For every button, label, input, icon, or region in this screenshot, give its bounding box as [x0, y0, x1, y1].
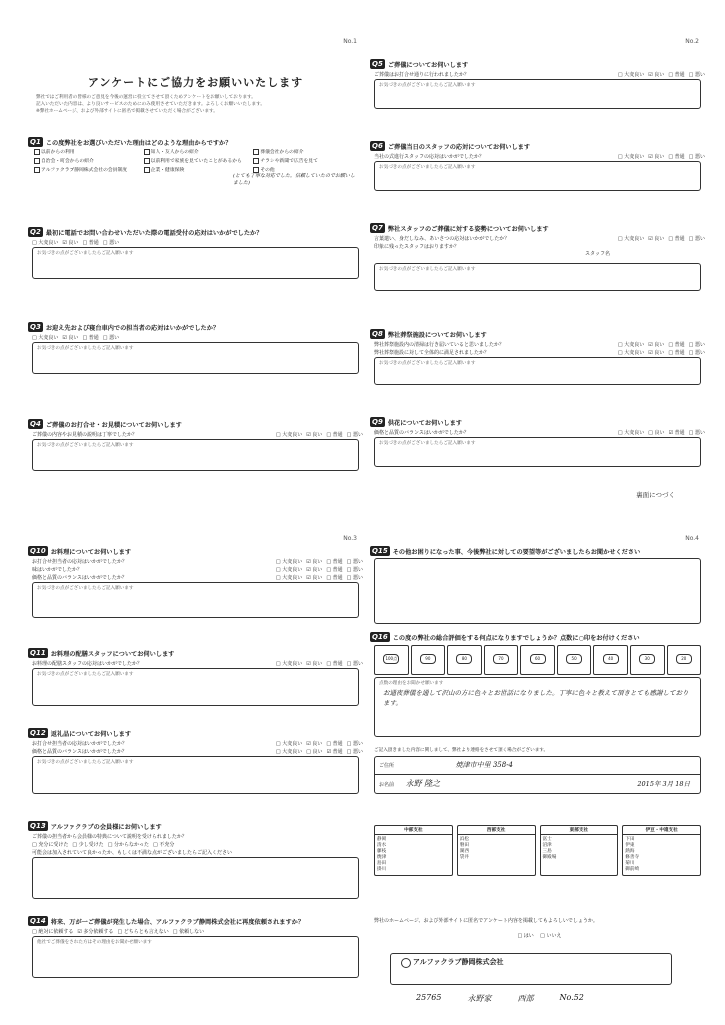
question-6: Q6 ご葬儀当日のスタッフの応対についてお伺いします 当社の式進行スタッフの応対はいかがでしたか？ □ 大変良い ☑ 良い □ 普通 □ 悪い お気づきの点がございましたらご記入願います	[370, 140, 705, 191]
q16-handwritten-comment: お通夜葬儀を通して沢山の方に色々とお世話になりました。丁寧に色々と教えて頂きとても感謝しております。	[383, 689, 689, 707]
page-number: No.1	[343, 38, 357, 45]
question-14: Q14 将来、万が一ご葬儀が発生した場合、アルファクラブ静岡株式会社に再度依頼されますか？ □ 絶対に依頼する ☑ 多分依頼する □ どちらとも言えない □ 依頼しない 他社でご葬儀をされた方はその理由をお聞かせ願います	[28, 915, 363, 978]
branch-section: 中部支社 静岡 清水 藤枝 焼津 島田 掛川 西部支社 浜松 磐田 湖西 袋井 東部支社 富士 沼津 三島 御殿場 伊豆・中遠支社 下田 伊東 熱海 修善寺 菊川 御前崎	[370, 825, 705, 876]
question-10: Q10 お料理についてお伺いします お打合せ担当者の応対はいかがでしたか？ □ 大変良い ☑ 良い □ 普通 □ 悪い 味はいかがでしたか？ □ 大変良い ☑ 良い □ 普通 □ 悪い 価格と品質のバランスはいかがでしたか？ □ 大変良い ☑ 良い □ 普通 □ 悪い お気づきの点がございましたらご記入願います	[28, 545, 363, 618]
q16-comment-box[interactable]: 点数の理由をお聞かせ願います お通夜葬儀を通して沢山の方に色々とお世話になりました。丁寧に色々と教えて頂きとても感謝しております。	[374, 677, 701, 737]
question-4: Q4 ご葬儀のお打合せ・お見積についてお伺いします ご葬儀の内容やお見積の説明は丁寧でしたか？ □ 大変良い ☑ 良い □ 普通 □ 悪い お気づきの点がございましたらご記入願います	[28, 418, 363, 471]
q1-options: 以前からの利用 知人・友人からの紹介 葬儀会社からの紹介 自治会・町会からの紹介 以前利用で家族を見ていたことがあるから チラシや新聞で広告を見て アルファクラブ静岡株式会社の会員制度 企業・健康保険 その他	[28, 148, 363, 173]
question-8: Q8 弊社葬祭施設についてお伺いします 弊社葬祭施設内の清掃は行き届いていると思いましたか？ □ 大変良い ☑ 良い □ 普通 □ 悪い 弊社葬祭施設に対して全体的に満足されましたか？ □ 大変良い ☑ 良い □ 普通 □ 悪い お気づきの点がございましたらご記入願います	[370, 328, 705, 385]
q11-comment-box[interactable]: お気づきの点がございましたらご記入願います	[32, 668, 359, 706]
contact-section: ご記入頂きました内容に関しまして、弊社より連絡をさせて頂く場合がございます。 ご住所 焼津市中里 358-4 お名前 永野 隆之 2015年 3月 18日	[370, 747, 705, 794]
question-15: Q15 その他お困りになった事、今後弊社に対しての要望等がございましたらお聞かせください	[370, 545, 705, 624]
page-2	[370, 38, 705, 528]
question-1: Q1 この度弊社をお選びいただいた理由はどのような理由からですか？ 以前からの利用 知人・友人からの紹介 葬儀会社からの紹介 自治会・町会からの紹介 以前利用で家族を見ていたことがあるから チラシや新聞で広告を見て アルファクラブ静岡株式会社の会員制度 企業・健康保険 その他 (とても丁寧な対応でした。信頼していたのでお願いしました)	[28, 136, 363, 187]
q15-comment-box[interactable]	[374, 558, 701, 624]
question-12: Q12 返礼品についてお伺いします お打合せ担当者の応対はいかがでしたか？ □ 大変良い ☑ 良い □ 普通 □ 悪い 価格と品質のバランスはいかがでしたか？ □ 大変良い □ 良い ☑ 普通 □ 悪い お気づきの点がございましたらご記入願います	[28, 727, 363, 794]
q6-comment-box[interactable]: お気づきの点がございましたらご記入願います	[374, 161, 701, 191]
question-11: Q11 お料理の配膳スタッフについてお伺いします お料理の配膳スタッフの応対はいかがでしたか？ □ 大変良い ☑ 良い □ 普通 □ 悪い お気づきの点がございましたらご記入願います	[28, 647, 363, 706]
q10-comment-box[interactable]: お気づきの点がございましたらご記入願います	[32, 582, 359, 618]
continue-note: 裏面につづく	[636, 491, 675, 499]
staff-name-label: スタッフ名	[584, 251, 610, 257]
q2-comment-box[interactable]: お気づきの点がございましたらご記入願います	[32, 247, 359, 279]
q4-comment-box[interactable]: お気づきの点がございましたらご記入願います	[32, 439, 359, 471]
q13-comment-box[interactable]	[32, 857, 359, 899]
page-3	[28, 535, 363, 1025]
q12-comment-box[interactable]: お気づきの点がございましたらご記入願います	[32, 756, 359, 794]
question-5: Q5 ご葬儀についてお伺いします ご葬儀はお打合せ通りに行われましたか？ □ 大変良い ☑ 良い □ 普通 □ 悪い お気づきの点がございましたらご記入願います	[370, 58, 705, 109]
company-name: アルファクラブ静岡株式会社	[412, 958, 504, 966]
question-9: Q9 供花についてお伺いします 価格と品質のバランスはいかがでしたか？ □ 大変良い □ 良い ☑ 普通 □ 悪い お気づきの点がございましたらご記入願います	[370, 416, 705, 467]
question-7: Q7 弊社スタッフのご葬儀に対する姿勢についてお伺いします 言葉遣い、身だしなみ、あいさつの応対はいかがでしたか？ □ 大変良い ☑ 良い □ 普通 □ 悪い 印象に残ったスタッフはおりますか？ スタッフ名 お気づきの点がございましたらご記入願います	[370, 222, 705, 291]
page-number: No.4	[685, 535, 699, 542]
q3-comment-box[interactable]: お気づきの点がございましたらご記入願います	[32, 342, 359, 374]
page-number: No.3	[343, 535, 357, 542]
q1-other-note: (とても丁寧な対応でした。信頼していたのでお願いしました)	[233, 173, 355, 186]
page-1	[28, 38, 363, 528]
footer-handwriting: 25765 永野家 西部 No.52	[416, 993, 584, 1003]
score-scale: 100点 90 80 70 60 50 40 30 20	[374, 645, 701, 675]
page-4	[370, 535, 705, 1025]
intro-text: 弊社ではご利用者の皆様のご意見を今後の運営に役立てさせて頂くためアンケートをお願いしております。 記入いただいた内容は、より良いサービスのためにのみ使用させていただきます。よろしくお願いいたします。 ※弊社ホームページ、および外部サイトに匿名で掲載させていただく場合がございます。	[36, 95, 265, 114]
question-16: Q16 この度の弊社の総合評価をする何点になりますでしょうか？点数に○印をお付けください 100点 90 80 70 60 50 40 30 20 点数の理由をお聞かせ願います お通夜葬儀を通して沢山の方に色々とお世話になりました。丁寧に色々と教えて頂きとても感謝しております。	[370, 631, 705, 737]
q7-comment-box[interactable]: お気づきの点がございましたらご記入願います	[374, 263, 701, 291]
q5-comment-box[interactable]: お気づきの点がございましたらご記入願います	[374, 79, 701, 109]
question-13: Q13 アルファクラブの会員様にお伺いします ご葬儀の担当者から会員様の特典について説明を受けられましたか？ □ 充分に受けた □ 少し受けた □ 分からなかった □ 不充分 可能会は加入されていて良かったか、もしくは不満な点がございましたらご記入ください	[28, 820, 363, 899]
company-logo-icon	[401, 958, 411, 968]
question-2: Q2 最初に電話でお問い合わせいただいた際の電話受付の応対はいかがでしたか？ □ 大変良い ☑ 良い □ 普通 □ 悪い お気づきの点がございましたらご記入願います	[28, 226, 363, 279]
q14-comment-box[interactable]: 他社でご葬儀をされた方はその理由をお聞かせ願います	[32, 936, 359, 978]
survey-title: アンケートにご協力をお願いいたします	[87, 76, 304, 89]
question-3: Q3 お迎え先および寝台車内での担当者の応対はいかがでしたか？ □ 大変良い ☑ 良い □ 普通 □ 悪い お気づきの点がございましたらご記入願います	[28, 321, 363, 374]
publish-question: 弊社のホームページ、および外部サイトに匿名でアンケート内容を掲載してもよろしいでしょうか。 □ はい □ いいえ	[374, 918, 598, 939]
contact-box: ご住所 焼津市中里 358-4 お名前 永野 隆之 2015年 3月 18日	[374, 756, 701, 794]
q8-comment-box[interactable]: お気づきの点がございましたらご記入願います	[374, 357, 701, 385]
q9-comment-box[interactable]: お気づきの点がございましたらご記入願います	[374, 437, 701, 467]
company-box	[390, 953, 672, 985]
page-number: No.2	[685, 38, 699, 45]
